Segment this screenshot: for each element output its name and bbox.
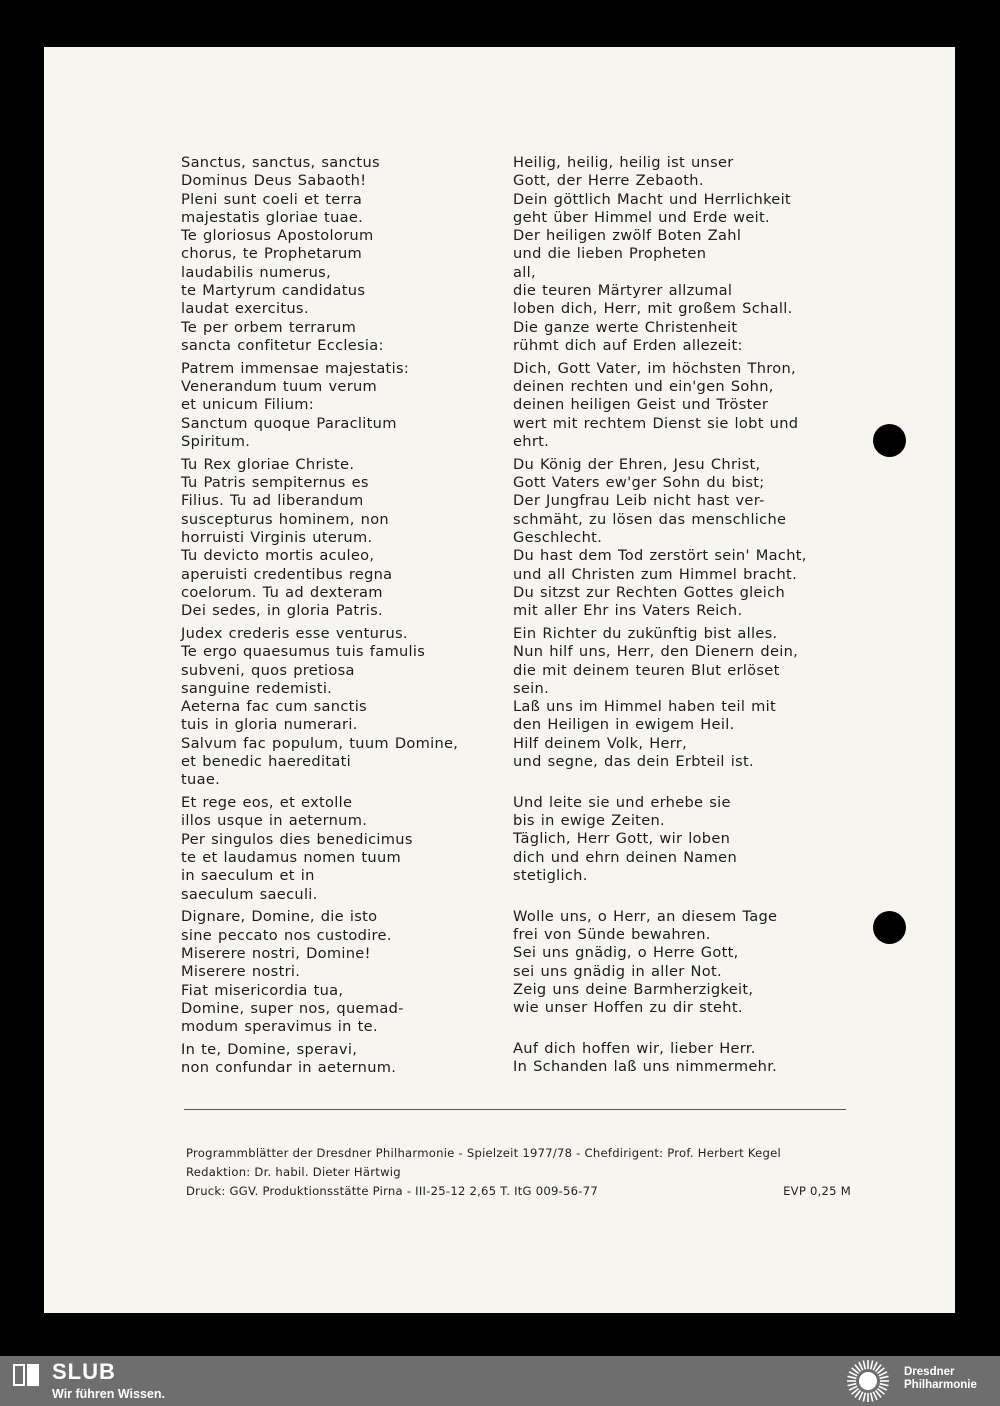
latin-line: aperuisti credentibus regna: [181, 565, 393, 583]
german-line: dich und ehrn deinen Namen: [513, 848, 738, 866]
latin-line: tuae.: [181, 771, 221, 789]
latin-line: non confundar in aeternum.: [181, 1059, 397, 1077]
latin-line: Dei sedes, in gloria Patris.: [181, 602, 383, 620]
german-line: Auf dich hoffen wir, lieber Herr.: [513, 1040, 756, 1058]
latin-line: Patrem immensae majestatis:: [181, 359, 410, 377]
german-line: Wolle uns, o Herr, an diesem Tage: [513, 907, 778, 925]
german-stanza: [513, 794, 853, 885]
german-stanza: [513, 1040, 853, 1077]
german-line: rühmt dich auf Erden allezeit:: [513, 336, 743, 354]
latin-line: tuis in gloria numerari.: [181, 716, 358, 734]
latin-line: Domine, super nos, quemad-: [181, 999, 404, 1017]
latin-line: chorus, te Prophetarum: [181, 245, 363, 263]
german-line: deinen rechten und ein'gen Sohn,: [513, 378, 774, 396]
latin-line: Sanctus, sanctus, sanctus: [181, 154, 380, 171]
imprint: [186, 1144, 851, 1201]
latin-line: te et laudamus nomen tuum: [181, 848, 402, 866]
latin-stanza: [181, 794, 501, 904]
latin-line: in saeculum et in: [181, 867, 315, 885]
latin-line: suscepturus hominem, non: [181, 510, 389, 528]
german-line: Geschlecht.: [513, 528, 603, 546]
german-line: loben dich, Herr, mit großem Schall.: [513, 300, 793, 318]
latin-line: Fiat misericordia tua,: [181, 981, 344, 999]
latin-line: Filius. Tu ad liberandum: [181, 492, 364, 510]
german-stanza: [513, 456, 853, 621]
german-line: mit aller Ehr ins Vaters Reich.: [513, 602, 743, 620]
german-line: geht über Himmel und Erde weit.: [513, 208, 770, 226]
latin-line: te Martyrum candidatus: [181, 282, 366, 300]
imprint-line-1: Programmblätter der Dresdner Philharmonie - Spielzeit 1977/78 - Chefdirigent: Prof. Herbert Kegel: [186, 1146, 781, 1160]
imprint-line-2: Redaktion: Dr. habil. Dieter Härtwig: [186, 1165, 401, 1179]
german-line: wert mit rechtem Dienst sie lobt und: [513, 414, 799, 432]
latin-line: majestatis gloriae tuae.: [181, 208, 364, 226]
latin-line: et benedic haereditati: [181, 753, 351, 770]
latin-line: Venerandum tuum verum: [181, 378, 378, 396]
german-line: sein.: [513, 679, 550, 697]
german-line: deinen heiligen Geist und Tröster: [513, 396, 769, 414]
latin-line: sine peccato nos custodire.: [181, 926, 392, 944]
german-line: Dein göttlich Macht und Herrlichkeit: [513, 190, 791, 208]
latin-line: Te gloriosus Apostolorum: [181, 227, 374, 245]
latin-line: Te per orbem terrarum: [181, 318, 357, 336]
latin-line: saeculum saeculi.: [181, 885, 318, 903]
dresdner-philharmonie-logo-icon: [842, 1359, 894, 1403]
divider-rule: [184, 1109, 846, 1110]
latin-line: Salvum fac populum, tuum Domine,: [181, 734, 459, 752]
punch-hole-upper: [873, 424, 906, 457]
german-line: In Schanden laß uns nimmermehr.: [513, 1058, 778, 1076]
slub-name: SLUB: [52, 1359, 116, 1384]
latin-stanza: [181, 360, 501, 451]
german-line: Sei uns gnädig, o Herre Gott,: [513, 944, 739, 962]
german-line: Gott, der Herre Zebaoth.: [513, 172, 704, 190]
german-line: Heilig, heilig, heilig ist unser: [513, 154, 734, 171]
latin-line: Miserere nostri, Domine!: [181, 944, 371, 962]
latin-line: Tu devicto mortis aculeo,: [181, 547, 375, 565]
german-line: sei uns gnädig in aller Not.: [513, 962, 722, 980]
german-line: Ein Richter du zukünftig bist alles.: [513, 624, 778, 642]
latin-stanza: [181, 625, 501, 790]
latin-line: Per singulos dies benedicimus: [181, 830, 413, 848]
latin-line: laudabilis numerus,: [181, 263, 332, 281]
german-stanza: [513, 360, 853, 451]
latin-line: Dignare, Domine, die isto: [181, 908, 378, 926]
german-line: stetiglich.: [513, 866, 588, 884]
german-line: Du sitzst zur Rechten Gottes gleich: [513, 583, 786, 601]
german-line: und all Christen zum Himmel bracht.: [513, 565, 798, 583]
german-line: Du König der Ehren, Jesu Christ,: [513, 455, 761, 473]
german-line: Die ganze werte Christenheit: [513, 318, 738, 336]
program-page: [44, 47, 955, 1313]
latin-line: Tu Rex gloriae Christe.: [181, 455, 355, 473]
punch-hole-lower: [873, 911, 906, 944]
german-stanza: [513, 154, 853, 355]
latin-line: Pleni sunt coeli et terra: [181, 190, 363, 208]
latin-line: et unicum Filium:: [181, 396, 314, 414]
german-line: Der heiligen zwölf Boten Zahl: [513, 227, 742, 245]
german-line: Gott Vaters ew'ger Sohn du bist;: [513, 474, 765, 492]
latin-line: coelorum. Tu ad dexteram: [181, 583, 383, 601]
slub-logo-icon: [12, 1363, 40, 1387]
latin-line: Miserere nostri.: [181, 963, 301, 981]
german-line: bis in ewige Zeiten.: [513, 812, 665, 830]
footer-bar: [0, 1356, 1000, 1406]
german-line: Zeig uns deine Barmherzigkeit,: [513, 980, 754, 998]
german-line: Hilf deinem Volk, Herr,: [513, 734, 688, 752]
latin-line: Judex crederis esse venturus.: [181, 624, 408, 642]
latin-stanza: [181, 154, 501, 355]
stanza-gap: [513, 1022, 853, 1040]
imprint-print-info: Druck: GGV. Produktionsstätte Pirna - III-25-12 2,65 T. ItG 009-56-77: [186, 1184, 598, 1198]
latin-line: Spiritum.: [181, 432, 251, 450]
partner-name-line-2: Philharmonie: [904, 1379, 977, 1391]
german-line: und segne, das dein Erbteil ist.: [513, 753, 754, 770]
german-line: wie unser Hoffen zu dir steht.: [513, 999, 743, 1017]
german-line: Dich, Gott Vater, im höchsten Thron,: [513, 359, 796, 377]
german-line: und die lieben Propheten: [513, 245, 707, 263]
stanza-gap: [513, 890, 853, 908]
slub-tagline: Wir führen Wissen.: [52, 1387, 165, 1401]
latin-line: Aeterna fac cum sanctis: [181, 698, 367, 716]
german-line: ehrt.: [513, 432, 550, 450]
german-line: Laß uns im Himmel haben teil mit: [513, 698, 777, 716]
partner-name: [904, 1366, 977, 1392]
german-stanza: [513, 625, 853, 771]
german-line: die teuren Märtyrer allzumal: [513, 282, 733, 300]
latin-line: Et rege eos, et extolle: [181, 794, 353, 812]
german-line: frei von Sünde bewahren.: [513, 926, 711, 944]
german-line: all,: [513, 263, 536, 281]
latin-line: horruisti Virginis uterum.: [181, 528, 373, 546]
german-line: Und leite sie und erhebe sie: [513, 793, 731, 811]
price-label: EVP 0,25 M: [783, 1184, 851, 1198]
latin-line: modum speravimus in te.: [181, 1018, 378, 1036]
latin-line: Dominus Deus Sabaoth!: [181, 172, 367, 190]
german-text-column: [513, 154, 853, 1081]
latin-line: laudat exercitus.: [181, 300, 309, 318]
latin-line: Te ergo quaesumus tuis famulis: [181, 643, 426, 661]
german-line: die mit deinem teuren Blut erlöset: [513, 661, 780, 679]
stanza-gap: [513, 776, 853, 794]
latin-line: sancta confitetur Ecclesia:: [181, 336, 384, 354]
latin-line: illos usque in aeternum.: [181, 812, 368, 830]
german-line: Täglich, Herr Gott, wir loben: [513, 830, 731, 848]
partner-name-line-1: Dresdner: [904, 1366, 955, 1378]
latin-line: Sanctum quoque Paraclitum: [181, 414, 397, 432]
latin-line: subveni, quos pretiosa: [181, 661, 355, 679]
german-line: schmäht, zu lösen das menschliche: [513, 510, 787, 528]
latin-text-column: [181, 154, 501, 1082]
latin-line: In te, Domine, speravi,: [181, 1040, 358, 1058]
latin-stanza: [181, 908, 501, 1036]
latin-line: sanguine redemisti.: [181, 679, 333, 697]
latin-stanza: [181, 456, 501, 621]
german-line: den Heiligen in ewigem Heil.: [513, 716, 735, 734]
german-stanza: [513, 908, 853, 1018]
latin-line: Tu Patris sempiternus es: [181, 474, 369, 492]
german-line: Der Jungfrau Leib nicht hast ver-: [513, 492, 765, 510]
latin-stanza: [181, 1041, 501, 1078]
german-line: Du hast dem Tod zerstört sein' Macht,: [513, 547, 807, 565]
german-line: Nun hilf uns, Herr, den Dienern dein,: [513, 643, 799, 661]
imprint-line-3: [186, 1182, 851, 1201]
